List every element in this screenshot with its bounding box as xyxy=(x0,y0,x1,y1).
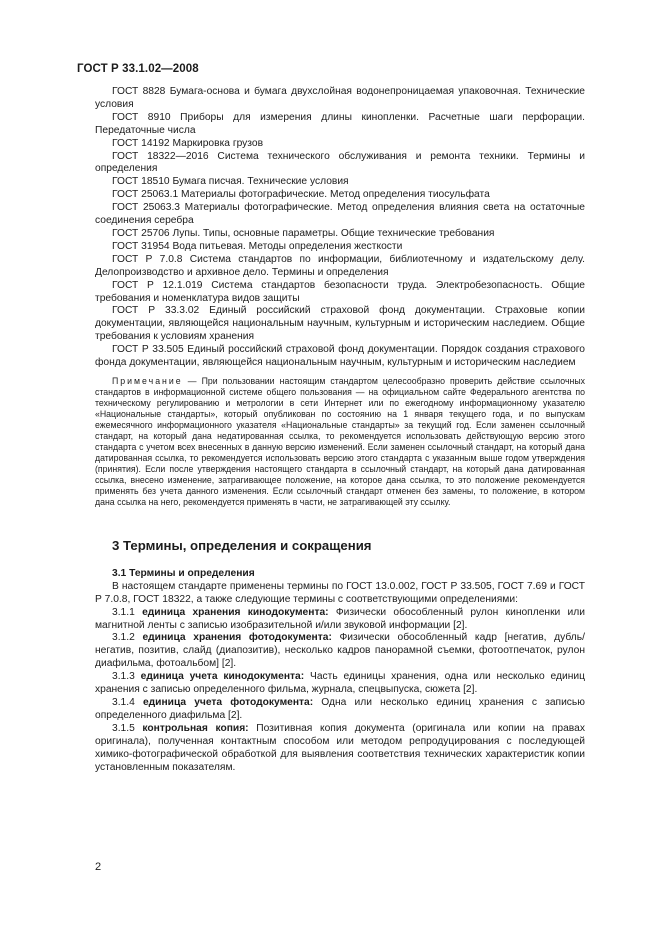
reference-item: ГОСТ 8828 Бумага-основа и бумага двухслойная водонепроницаемая упаковочная. Технические условия xyxy=(95,86,585,110)
term-text: Часть единицы хранения, одна или несколько единиц хранения с записью определенного фильма, журнала, спецвыпуска, сюжета [2]. xyxy=(95,671,585,696)
section-heading: 3 Термины, определения и сокращения xyxy=(112,537,372,553)
reference-item: ГОСТ 18510 Бумага писчая. Технические условия xyxy=(112,176,349,188)
document-body xyxy=(95,86,585,774)
note-paragraph xyxy=(95,376,585,508)
term-text: Физически обособленный рулон кинопленки или магнитной ленты с записью изобразительной и/или звуковой информации [2]. xyxy=(95,606,585,631)
note-text: — При пользовании настоящим стандартом целесообразно проверить действие ссылочных стандартов в информационной системе общего пользования — на официальном сайте Федерального агентства по техническому регулированию и метрологии в сети Интернет или по ежегодному информационному указателю «Национальные стандарты», который опубликован по состоянию на 1 января текущего года, и по выпускам ежемесячного информационного указателя «Национальные стандарты» за текущий год. Если заменен ссылочный стандарт, на который дана недатированная ссылка, то рекомендуется использовать действующую версию этого стандарта с учетом всех внесенных в данную версию изменений. Если заменен ссылочный стандарт, на который дана датированная ссылка, то рекомендуется использовать версию этого стандарта с указанным выше годом утверждения (принятия). Если после утверждения настоящего стандарта в ссылочный стандарт, на который дана датированная ссылка, внесено изменение, затрагивающее положение, на которое дана ссылка, то это положение рекомендуется применять без учета данного изменения. Если ссылочный стандарт отменен без замены, то положение, в котором дана ссылка на него, рекомендуется применять в части, не затрагивающей эту ссылку. xyxy=(95,375,585,507)
term-name: единица хранения фотодокумента: xyxy=(142,632,332,644)
term-definition xyxy=(95,723,585,775)
note-label: Примечание xyxy=(112,375,183,386)
term-name: единица хранения кинодокумента: xyxy=(142,606,329,618)
reference-item: ГОСТ 25063.3 Материалы фотографические. Метод определения влияния света на остаточные соединения серебра xyxy=(95,202,585,227)
reference-item: ГОСТ 25706 Лупы. Типы, основные параметры. Общие технические требования xyxy=(112,227,495,239)
term-name: контрольная копия: xyxy=(142,722,249,734)
reference-item: ГОСТ 31954 Вода питьевая. Методы определения жесткости xyxy=(112,240,403,252)
term-number: 3.1.1 xyxy=(112,606,135,618)
term-name: единица учета фотодокумента: xyxy=(142,697,314,708)
page-number: 2 xyxy=(95,861,102,873)
references-list xyxy=(95,86,585,370)
reference-item: ГОСТ Р 33.3.02 Единый российский страховой фонд документации. Страховые копии документации, являющейся национальным научным, культурным и историческим наследием. Общие требования к условиям хранения xyxy=(95,305,585,343)
term-name: единица учета кинодокумента: xyxy=(140,671,305,683)
subsection-heading: 3.1 Термины и определения xyxy=(112,567,255,579)
reference-item: ГОСТ 14192 Маркировка грузов xyxy=(112,137,264,149)
reference-item: ГОСТ Р 12.1.019 Система стандартов безопасности труда. Электробезопасность. Общие требования и номенклатура видов защиты xyxy=(95,279,585,304)
reference-item: ГОСТ 8910 Приборы для измерения длины кинопленки. Расчетные шаги перфорации. Передаточные числа xyxy=(95,111,585,136)
term-definition xyxy=(95,632,585,671)
term-text: Физически обособленный кадр [негатив, дубль/негатив, позитив, слайд (диапозитив), несколько кадров панорамной съемки, фотоотпечаток, рулон диафильма, фотоальбом] [2]. xyxy=(95,632,585,670)
term-definition xyxy=(95,671,585,697)
page-header: ГОСТ Р 33.1.02—2008 xyxy=(77,63,199,75)
term-text: Позитивная копия документа (оригинала или копии на правах оригинала), полученная контактным способом или методом репродуцирования с последующей химико-фотографической обработкой для выявления соответствия технических характеристик копии установленным показателям. xyxy=(95,722,585,773)
term-definition xyxy=(95,607,585,633)
term-definition xyxy=(95,697,585,723)
term-number: 3.1.5 xyxy=(112,722,135,734)
reference-item: ГОСТ Р 7.0.8 Система стандартов по информации, библиотечному и издательскому делу. Делопроизводство и архивное дело. Термины и определения xyxy=(95,253,585,278)
term-number: 3.1.3 xyxy=(112,671,135,683)
reference-item: ГОСТ 18322—2016 Система технического обслуживания и ремонта техники. Термины и определения xyxy=(95,150,585,175)
term-number: 3.1.4 xyxy=(112,697,135,708)
reference-item: ГОСТ Р 33.505 Единый российский страховой фонд документации. Порядок создания страхового фонда документации, являющейся национальным научным, культурным и историческим наследием xyxy=(95,344,585,369)
intro-paragraph: В настоящем стандарте применены термины по ГОСТ 13.0.002, ГОСТ Р 33.505, ГОСТ 7.69 и ГОСТ Р 7.0.8, ГОСТ 18322, а также следующие термины с соответствующими определениями: xyxy=(95,580,585,605)
reference-item: ГОСТ 25063.1 Материалы фотографические. Метод определения тиосульфата xyxy=(112,189,490,201)
term-text: Одна или несколько единиц хранения с записью определенного диафильма [2]. xyxy=(95,697,585,721)
term-number: 3.1.2 xyxy=(112,632,135,644)
